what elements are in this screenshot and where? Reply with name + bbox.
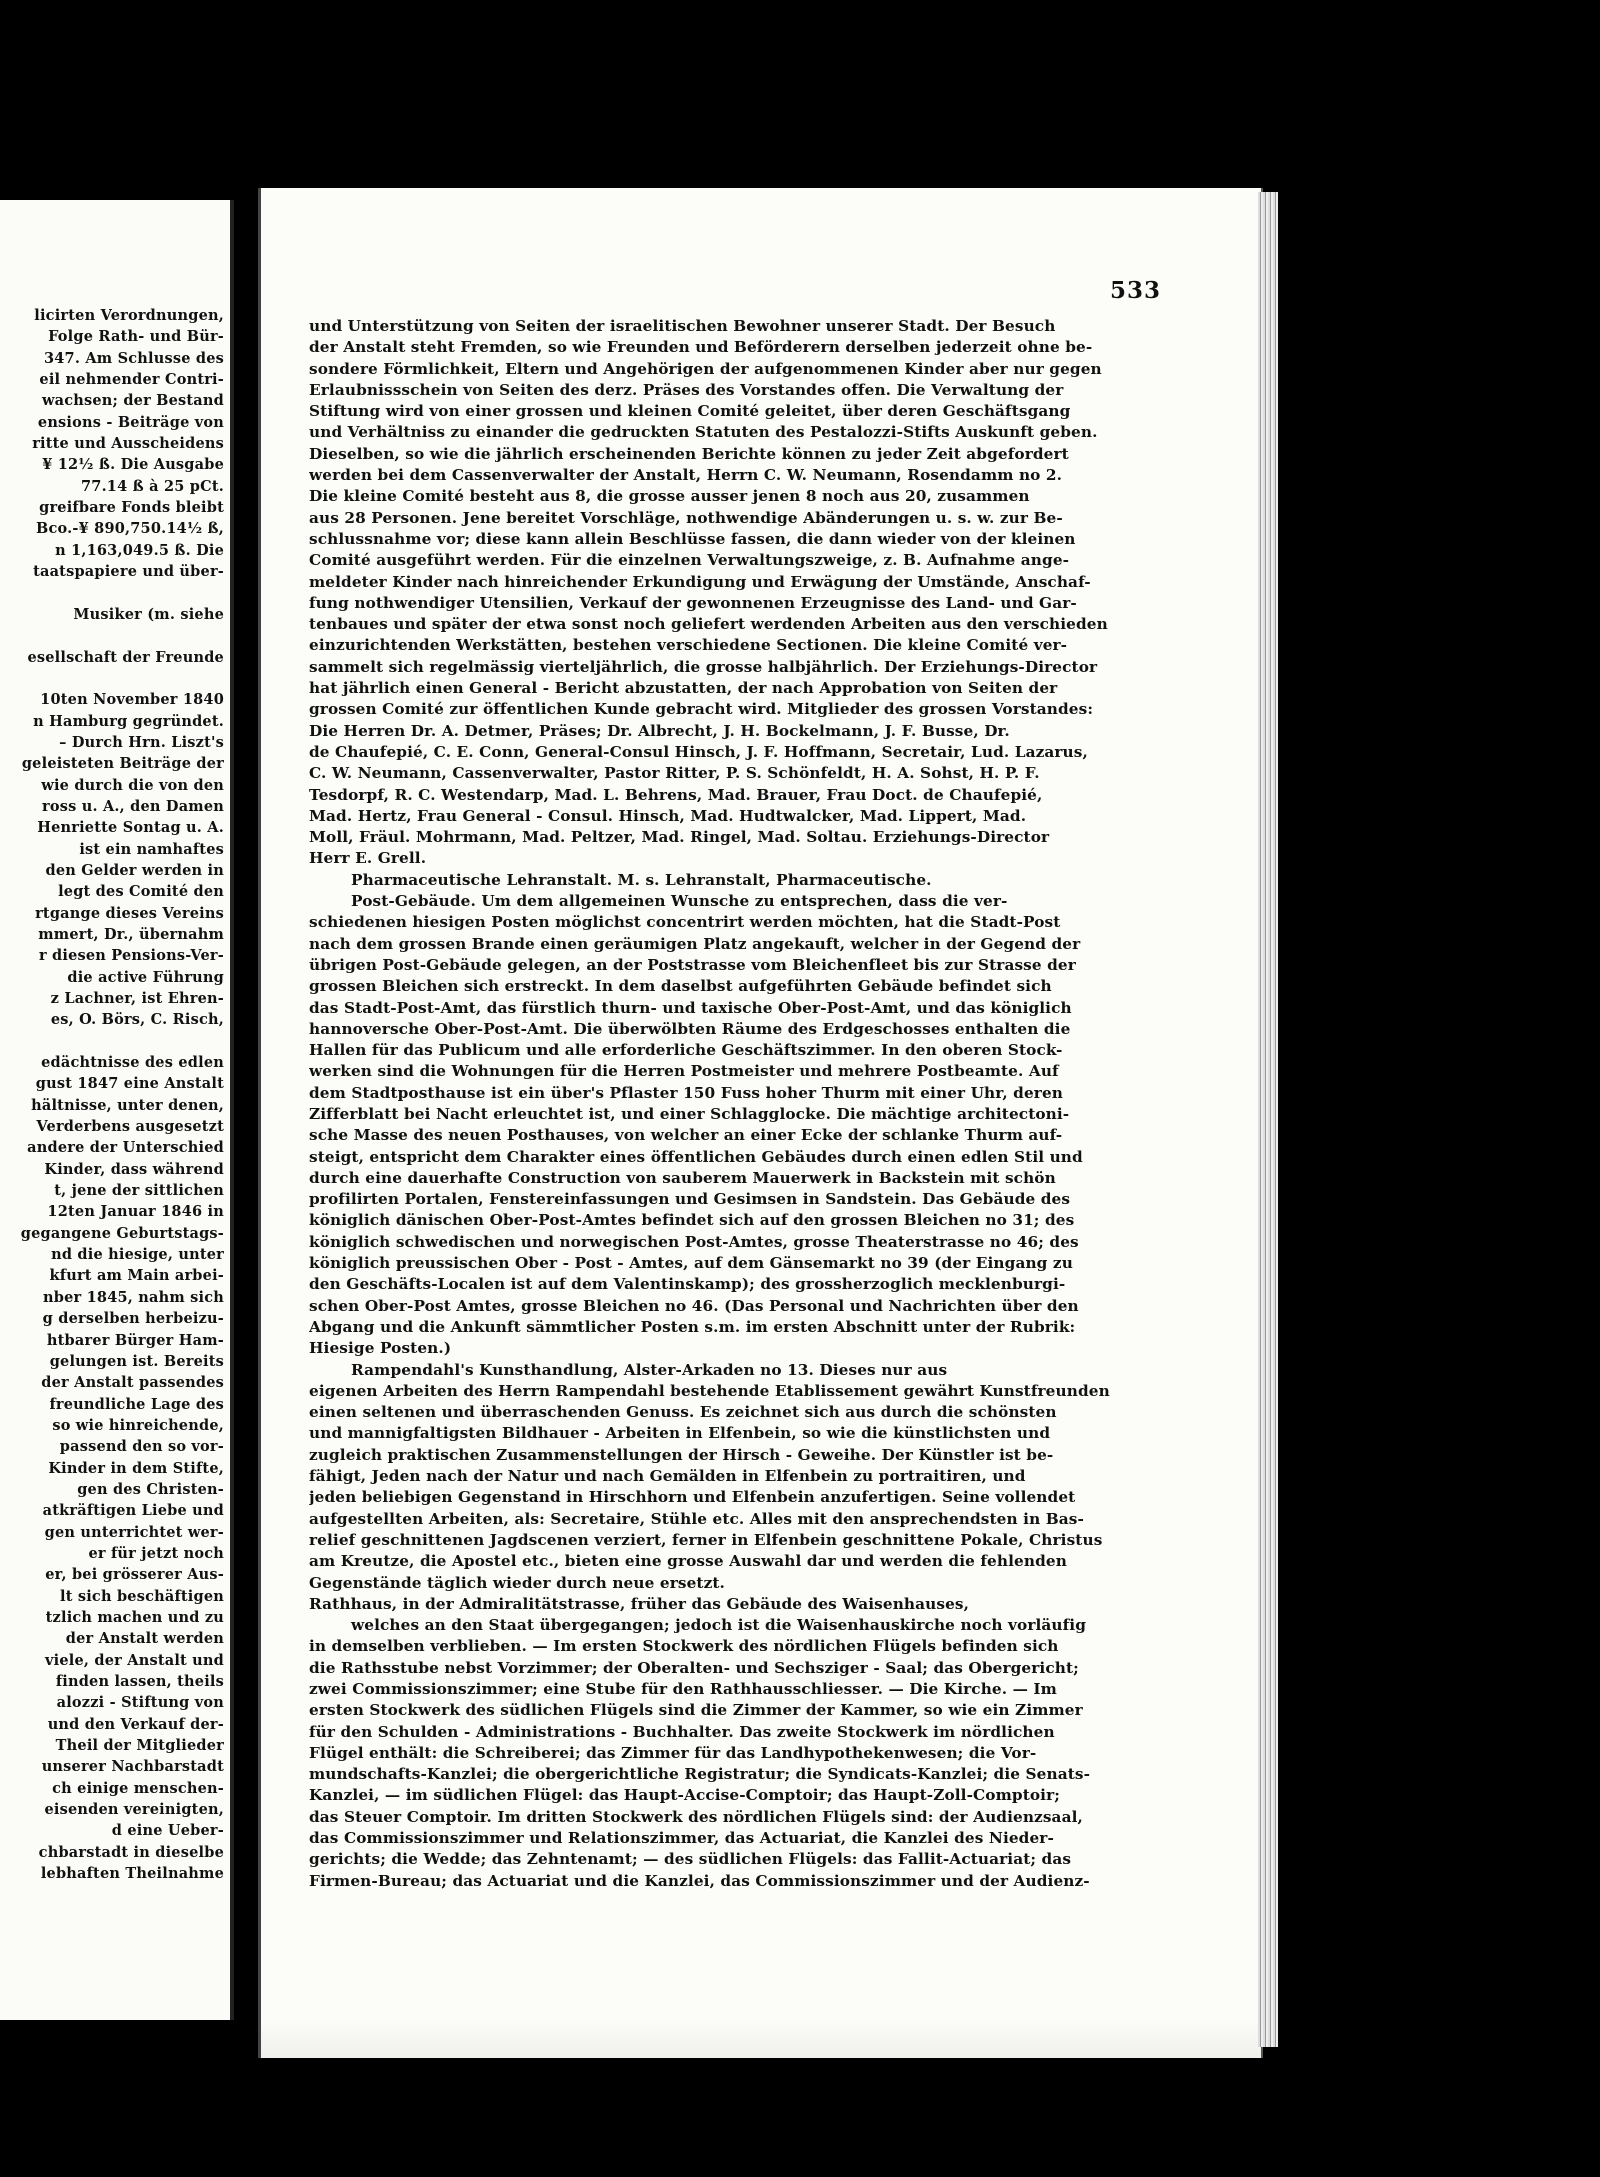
entry-heading-line: welches an den Staat übergegangen; jedoch ist die Waisenhauskirche noch vorläufig: [351, 1616, 1087, 1635]
text-line: und Unterstützung von Seiten der israelitischen Bewohner unserer Stadt. Der Besuch: [309, 317, 1056, 335]
text-line: Tesdorpf, R. C. Westendarp, Mad. L. Behrens, Mad. Brauer, Frau Doct. de Chaufepié,: [309, 785, 1043, 804]
main-text-column: [309, 316, 1181, 1892]
left-column-line: licirten Verordnungen,: [34, 307, 224, 324]
text-line: fung nothwendiger Utensilien, Verkauf der gewonnenen Erzeugnisse des Land- und Gar-: [309, 593, 1077, 612]
left-column-line: ritte und Ausscheidens: [32, 435, 224, 453]
text-line: nach dem grossen Brande einen geräumigen Platz angekauft, welcher in der Gegend der: [309, 934, 1081, 953]
left-column-line: tzlich machen und zu: [45, 1608, 224, 1626]
left-column-line: wachsen; der Bestand: [41, 392, 224, 410]
text-line: schiedenen hiesigen Posten möglichst concentrirt werden möchten, hat die Stadt-Post: [309, 913, 1061, 932]
left-column-line: Kinder in dem Stifte,: [48, 1459, 224, 1477]
text-line: tenbaues und später der etwa sonst noch geliefert werdenden Arbeiten aus den verschieden: [309, 615, 1108, 634]
left-column-line: eisenden vereinigten,: [44, 1801, 224, 1819]
left-column-line: Henriette Sontag u. A.: [37, 819, 224, 837]
text-line: Hallen für das Publicum und alle erforderliche Geschäftszimmer. In den oberen Stock-: [309, 1041, 1063, 1060]
text-line: den Geschäfts-Localen ist auf dem Valentinskamp); des grossherzoglich mecklenburgi-: [309, 1275, 1066, 1294]
text-line: Comité ausgeführt werden. Für die einzelnen Verwaltungszweige, z. B. Aufnahme ange-: [309, 551, 1070, 570]
text-line: und mannigfaltigsten Bildhauer - Arbeiten in Elfenbein, so wie die künstlichsten und: [309, 1424, 1051, 1443]
text-line: Herr E. Grell.: [309, 849, 427, 868]
text-line: in demselben verblieben. — Im ersten Stockwerk des nördlichen Flügels befinden sich: [309, 1637, 1059, 1656]
left-page-fragment: [0, 200, 234, 2020]
text-line: Flügel enthält: die Schreiberei; das Zimmer für das Landhypothekenwesen; die Vor-: [309, 1743, 1037, 1762]
left-column-line: Kinder, dass während: [44, 1160, 224, 1178]
left-column-line: [0, 582, 230, 603]
left-column-line: 77.14 ß à 25 pCt.: [80, 477, 224, 495]
left-column-line: 12ten Januar 1846 in: [47, 1203, 224, 1221]
left-column-line: eil nehmender Contri-: [39, 371, 224, 389]
left-column-line: gen unterrichtet wer-: [44, 1523, 224, 1541]
left-column-line: Folge Rath- und Bür-: [48, 328, 224, 346]
left-column-line: er, bei grösserer Aus-: [45, 1566, 224, 1584]
text-line: Erlaubnissschein von Seiten des derz. Präses des Vorstandes offen. Die Verwaltung der: [309, 380, 1064, 399]
left-column-line: n 1,163,049.5 ß. Die: [55, 541, 224, 559]
left-column-line: alozzi - Stiftung von: [56, 1694, 224, 1712]
left-column-line: 10ten November 1840: [40, 691, 224, 709]
left-column-line: gelungen ist. Bereits: [49, 1352, 224, 1370]
text-line: übrigen Post-Gebäude gelegen, an der Poststrasse vom Bleichenfleet bis zur Strasse der: [309, 955, 1076, 974]
entry-heading-line: Post-Gebäude. Um dem allgemeinen Wunsche zu entsprechen, dass die ver-: [351, 892, 1008, 911]
text-line: schlussnahme vor; diese kann allein Beschlüsse fassen, die dann wieder von der kleinen: [309, 529, 1076, 548]
text-line: ersten Stockwerk des südlichen Flügels sind die Zimmer der Kammer, so wie ein Zimmer: [309, 1701, 1083, 1720]
left-column-line: gen des Christen-: [77, 1480, 224, 1498]
left-column-line: htbarer Bürger Ham-: [46, 1331, 224, 1349]
left-column-line: esellschaft der Freunde: [27, 648, 224, 666]
text-line: schen Ober-Post Amtes, grosse Bleichen no 46. (Das Personal und Nachrichten über den: [309, 1296, 1079, 1315]
text-line: werden bei dem Cassenverwalter der Anstalt, Herrn C. W. Neumann, Rosendamm no 2.: [309, 466, 1063, 485]
left-column-line: ist ein namhaftes: [79, 840, 224, 858]
left-column-line: Musiker (m. siehe: [73, 605, 224, 623]
left-column-line: unserer Nachbarstadt: [41, 1758, 224, 1776]
text-line: Dieselben, so wie die jährlich erscheinenden Berichte können zu jeder Zeit abgefordert: [309, 444, 1069, 463]
text-line: Abgang und die Ankunft sämmtlicher Posten s.m. im ersten Abschnitt unter der Rubrik:: [309, 1317, 1076, 1336]
text-line: fähigt, Jeden nach der Natur und nach Gemälden in Elfenbein zu portraitiren, und: [309, 1467, 1026, 1486]
text-line: meldeter Kinder nach hinreichender Erkundigung und Erwägung der Umstände, Anschaf-: [309, 572, 1091, 591]
left-column-line: die active Führung: [67, 968, 224, 986]
text-line: das Commissionszimmer und Relationszimmer, das Actuariat, die Kanzlei des Nieder-: [309, 1829, 1054, 1848]
left-column-line: Verderbens ausgesetzt: [36, 1118, 224, 1136]
left-column-line: z Lachner, ist Ehren-: [50, 990, 224, 1007]
text-line: grossen Bleichen sich erstreckt. In dem daselbst aufgeführten Gebäude befindet sich: [309, 977, 1052, 996]
left-column-line: der Anstalt passendes: [41, 1374, 224, 1392]
book-gutter: [234, 185, 258, 2045]
left-column-line: wie durch die von den: [41, 776, 224, 794]
left-column-line: finden lassen, theils: [55, 1673, 224, 1690]
text-line: durch eine dauerhafte Construction von sauberem Mauerwerk in Backstein mit schön: [309, 1168, 1056, 1187]
left-column-line: t, jene der sittlichen: [54, 1182, 224, 1200]
text-line: einzurichtenden Werkstätten, bestehen verschiedene Sectionen. Die kleine Comité ver-: [309, 636, 1068, 655]
left-column-line: gust 1847 eine Anstalt: [35, 1075, 224, 1093]
page-edges: [1258, 192, 1278, 2047]
text-line: die Rathsstube nebst Vorzimmer; der Oberalten- und Sechsziger - Saal; das Obergericht;: [309, 1658, 1079, 1677]
left-column-line: hältnisse, unter denen,: [31, 1096, 224, 1114]
text-line: Rathhaus, in der Admiralitätstrasse, früher das Gebäude des Waisenhauses,: [309, 1594, 970, 1613]
text-line: gerichts; die Wedde; das Zehntenamt; — des südlichen Flügels: das Fallit-Actuariat; das: [309, 1850, 1072, 1869]
text-line: grossen Comité zur öffentlichen Kunde gebracht wird. Mitglieder des grossen Vorstandes:: [309, 700, 1094, 719]
text-line: eigenen Arbeiten des Herrn Rampendahl bestehende Etablissement gewährt Kunstfreunden: [309, 1381, 1110, 1400]
text-line: hat jährlich einen General - Bericht abzustatten, der nach Approbation von Seiten der: [309, 679, 1058, 698]
text-line: hannoversche Ober-Post-Amt. Die überwölbten Räume des Erdgeschosses enthalten die: [309, 1019, 1071, 1038]
text-line: Die Herren Dr. A. Detmer, Präses; Dr. Albrecht, J. H. Bockelmann, J. F. Busse, Dr.: [309, 721, 1010, 740]
text-line: für den Schulden - Administrations - Buchhalter. Das zweite Stockwerk im nördlichen: [309, 1722, 1055, 1741]
text-line: jeden beliebigen Gegenstand in Hirschhorn und Elfenbein anzufertigen. Seine vollendet: [309, 1488, 1076, 1507]
text-line: Die kleine Comité besteht aus 8, die grosse ausser jenen 8 noch aus 20, zusammen: [309, 487, 1030, 506]
page-shadow: [261, 2018, 1261, 2058]
left-column-line: n Hamburg gegründet.: [33, 712, 224, 730]
left-column-line: rtgange dieses Vereins: [35, 904, 224, 922]
left-column-line: – Durch Hrn. Liszt's: [59, 733, 224, 751]
left-column-line: nd die hiesige, unter: [51, 1246, 224, 1264]
left-column-line: den Gelder werden in: [45, 861, 224, 879]
left-column-line: ch einige menschen-: [52, 1779, 224, 1797]
text-line: de Chaufepié, C. E. Conn, General-Consul Hinsch, J. F. Hoffmann, Secretair, Lud. Lazarus,: [309, 742, 1088, 761]
entry-heading-line: Rampendahl's Kunsthandlung, Alster-Arkaden no 13. Dieses nur aus: [351, 1360, 948, 1379]
text-line: Moll, Fräul. Mohrmann, Mad. Peltzer, Mad. Ringel, Mad. Soltau. Erziehungs-Director: [309, 828, 1050, 847]
left-column-line: mmert, Dr., übernahm: [38, 925, 224, 943]
text-line: aufgestellten Arbeiten, als: Secretaire, Stühle etc. Alles mit den ansprechendsten in Bas-: [309, 1509, 1084, 1528]
left-column-line: ross u. A., den Damen: [42, 797, 224, 815]
left-column-line: gegangene Geburtstags-: [20, 1224, 224, 1242]
left-column-line: viele, der Anstalt und: [45, 1651, 224, 1669]
text-line: aus 28 Personen. Jene bereitet Vorschläge, nothwendige Abänderungen u. s. w. zur Be-: [309, 508, 1063, 527]
left-column-text: [0, 305, 230, 1884]
left-column-line: so wie hinreichende,: [52, 1416, 224, 1434]
text-line: und Verhältniss zu einander die gedruckten Statuten des Pestalozzi-Stifts Auskunft geben.: [309, 423, 1098, 442]
text-line: königlich dänischen Ober-Post-Amtes befindet sich auf den grossen Bleichen no 31; des: [309, 1211, 1075, 1230]
left-column-line: der Anstalt werden: [65, 1630, 224, 1648]
left-column-line: legt des Comité den: [58, 883, 224, 901]
text-line: dem Stadtposthause ist ein über's Pflaster 150 Fuss hoher Thurm mit einer Uhr, deren: [309, 1083, 1064, 1102]
left-column-line: geleisteten Beiträge der: [21, 755, 224, 773]
left-column-line: [0, 668, 230, 689]
left-column-line: Theil der Mitglieder: [55, 1737, 224, 1755]
left-column-line: kfurt am Main arbei-: [49, 1267, 224, 1285]
left-column-line: edächtnisse des edlen: [41, 1054, 224, 1072]
left-column-line: ensions - Beiträge von: [37, 413, 224, 431]
text-line: Hiesige Posten.): [309, 1339, 452, 1358]
text-line: Firmen-Bureau; das Actuariat und die Kanzlei, das Commissionszimmer und der Audienz-: [309, 1871, 1090, 1890]
text-line: zugleich praktischen Zusammenstellungen der Hirsch - Geweihe. Der Künstler ist be-: [309, 1445, 1054, 1464]
left-column-line: nber 1845, nahm sich: [43, 1288, 224, 1306]
left-column-line: freundliche Lage des: [49, 1395, 224, 1413]
text-line: sondere Förmlichkeit, Eltern und Angehörigen der aufgenommenen Kinder aber nur gegen: [309, 359, 1102, 378]
left-column-line: und den Verkauf der-: [47, 1715, 224, 1733]
left-column-line: lebhaften Theilnahme: [40, 1865, 224, 1883]
text-line: Kanzlei, — im südlichen Flügel: das Haupt-Accise-Comptoir; das Haupt-Zoll-Comptoir;: [309, 1786, 1060, 1805]
left-column-line: g derselben herbeizu-: [42, 1310, 224, 1328]
left-column-line: atkräftigen Liebe und: [42, 1502, 224, 1520]
text-line: werken sind die Wohnungen für die Herren Postmeister und mehrere Postbeamte. Auf: [309, 1062, 1059, 1081]
text-line: sammelt sich regelmässig vierteljährlich, die grosse halbjährlich. Der Erziehungs-Director: [309, 657, 1098, 676]
left-column-line: [0, 1031, 230, 1052]
text-line: steigt, entspricht dem Charakter eines öffentlichen Gebäudes durch einen edlen Stil und: [309, 1147, 1083, 1166]
left-column-line: ¥ 12½ ß. Die Ausgabe: [42, 456, 224, 474]
left-column-line: er für jetzt noch: [88, 1544, 224, 1562]
left-column-line: chbarstadt in dieselbe: [38, 1843, 224, 1861]
left-column-line: es, O. Börs, C. Risch,: [50, 1011, 224, 1029]
left-column-line: d eine Ueber-: [111, 1822, 224, 1840]
text-line: Gegenstände täglich wieder durch neue ersetzt.: [309, 1573, 725, 1592]
page-number: 533: [1110, 277, 1162, 304]
left-column-line: [0, 625, 230, 646]
text-line: das Stadt-Post-Amt, das fürstlich thurn- und taxische Ober-Post-Amt, und das königlich: [309, 998, 1072, 1017]
text-line: sche Masse des neuen Posthauses, von welcher an einer Ecke der schlanke Thurm auf-: [309, 1126, 1063, 1145]
text-line: relief geschnittenen Jagdscenen verziert, ferner in Elfenbein geschnittene Pokale, Christus: [309, 1530, 1103, 1549]
entry-heading-line: Pharmaceutische Lehranstalt. M. s. Lehranstalt, Pharmaceutische.: [351, 870, 932, 889]
left-column-line: taatspapiere und über-: [33, 563, 224, 581]
text-line: Zifferblatt bei Nacht erleuchtet ist, und einer Schlagglocke. Die mächtige architectoni-: [309, 1104, 1070, 1123]
text-line: C. W. Neumann, Cassenverwalter, Pastor Ritter, P. S. Schönfeldt, H. A. Sohst, H. P. F.: [309, 764, 1040, 783]
text-line: königlich schwedischen und norwegischen Post-Amtes, grosse Theaterstrasse no 46; des: [309, 1232, 1079, 1251]
text-line: profilirten Portalen, Fenstereinfassungen und Gesimsen in Sandstein. Das Gebäude des: [309, 1190, 1071, 1209]
left-column-line: r diesen Pensions-Ver-: [38, 947, 224, 965]
text-line: mundschafts-Kanzlei; die obergerichtliche Registratur; die Syndicats-Kanzlei; die Senats-: [309, 1765, 1091, 1784]
left-column-line: 347. Am Schlusse des: [43, 349, 224, 367]
left-column-line: greifbare Fonds bleibt: [39, 499, 224, 517]
text-line: Mad. Hertz, Frau General - Consul. Hinsch, Mad. Hudtwalcker, Mad. Lippert, Mad.: [309, 806, 1027, 825]
left-column-line: lt sich beschäftigen: [60, 1587, 224, 1605]
text-line: das Steuer Comptoir. Im dritten Stockwerk des nördlichen Flügels sind: der Audienzsaal,: [309, 1807, 1083, 1826]
left-column-line: andere der Unterschied: [27, 1139, 224, 1157]
text-line: am Kreutze, die Apostel etc., bieten eine grosse Auswahl dar und werden die fehlenden: [309, 1552, 1067, 1571]
left-column-line: passend den so vor-: [59, 1438, 224, 1456]
left-column-line: Bco.-¥ 890,750.14½ ß,: [36, 520, 224, 538]
text-line: zwei Commissionszimmer; eine Stube für den Rathhausschliesser. — Die Kirche. — Im: [309, 1680, 1057, 1698]
text-line: der Anstalt steht Fremden, so wie Freunden und Beförderern derselben jederzeit ohne be-: [309, 338, 1093, 357]
text-line: königlich preussischen Ober - Post - Amtes, auf dem Gänsemarkt no 39 (der Eingang zu: [309, 1254, 1073, 1273]
text-line: einen seltenen und überraschenden Genuss. Es zeichnet sich aus durch die schönsten: [309, 1403, 1057, 1422]
text-line: Stiftung wird von einer grossen und kleinen Comité geleitet, über deren Geschäftsgang: [309, 402, 1071, 421]
